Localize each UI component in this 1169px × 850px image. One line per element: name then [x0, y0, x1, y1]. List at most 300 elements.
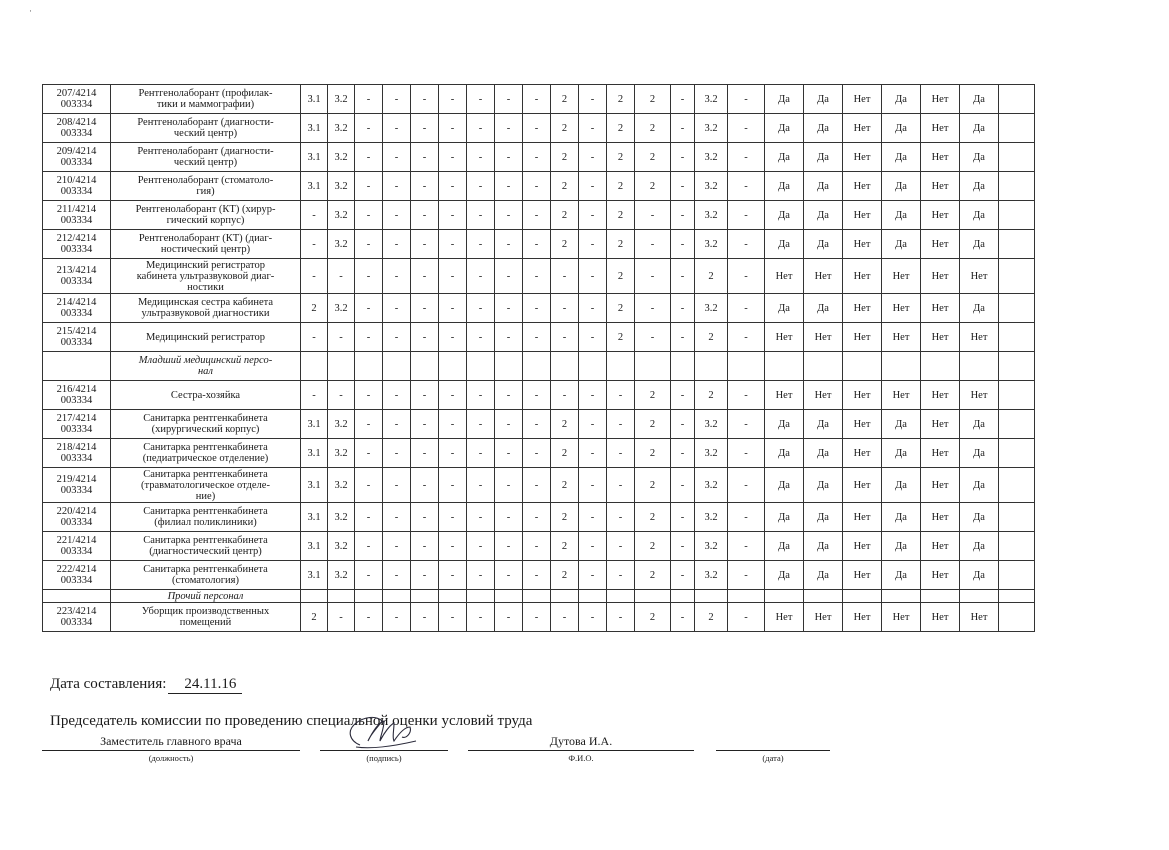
table-cell: Да — [765, 561, 804, 590]
table-cell: - — [607, 603, 635, 632]
workplace-code — [43, 172, 111, 201]
table-cell: Да — [765, 468, 804, 503]
table-cell: - — [355, 114, 383, 143]
table-cell: - — [579, 468, 607, 503]
table-cell: Да — [960, 561, 999, 590]
table-cell: - — [411, 503, 439, 532]
table-row — [43, 230, 1035, 259]
table-cell: Нет — [921, 114, 960, 143]
compilation-date-line — [50, 676, 242, 694]
table-cell: - — [467, 561, 495, 590]
table-cell: 3.1 — [301, 532, 328, 561]
table-cell: Нет — [843, 561, 882, 590]
position-name-line: ние) — [195, 490, 216, 502]
table-cell: - — [523, 410, 551, 439]
position-name — [111, 230, 301, 259]
table-row — [43, 323, 1035, 352]
table-cell: - — [728, 259, 765, 294]
empty-cell — [495, 590, 523, 603]
empty-cell — [999, 201, 1035, 230]
position-name-line: Рентгенолаборант (КТ) (диаг- — [138, 233, 273, 244]
table-cell: - — [728, 85, 765, 114]
table-cell: 3.2 — [328, 532, 355, 561]
table-cell: - — [523, 603, 551, 632]
empty-cell — [551, 352, 579, 381]
table-cell: Да — [960, 410, 999, 439]
table-cell: - — [355, 503, 383, 532]
table-cell: - — [607, 532, 635, 561]
position-name-line: Санитарка рентгенкабинета — [143, 442, 268, 453]
table-cell: Нет — [804, 381, 843, 410]
table-cell: - — [467, 201, 495, 230]
table-cell: Нет — [960, 603, 999, 632]
table-cell: - — [355, 381, 383, 410]
table-cell: 3.1 — [301, 143, 328, 172]
empty-cell — [999, 352, 1035, 381]
table-cell: Нет — [921, 323, 960, 352]
table-cell: - — [551, 259, 579, 294]
table-cell: - — [495, 532, 523, 561]
empty-cell — [804, 352, 843, 381]
table-cell: - — [728, 561, 765, 590]
commission-chair-title: Председатель комиссии по проведению специальной оценки условий труда — [50, 713, 533, 729]
workplace-code-line: 207/4214 — [56, 88, 97, 99]
table-cell: - — [579, 114, 607, 143]
table-cell: Да — [765, 114, 804, 143]
workplace-code-line: 003334 — [60, 244, 93, 255]
position-name-line: помещений — [179, 617, 232, 628]
position-name — [111, 439, 301, 468]
workplace-code-line: 003334 — [60, 395, 93, 406]
position-name — [111, 172, 301, 201]
table-cell: - — [579, 561, 607, 590]
table-cell: Нет — [921, 230, 960, 259]
position-name — [111, 381, 301, 410]
table-cell: 2 — [607, 114, 635, 143]
table-cell: - — [495, 259, 523, 294]
empty-cell — [671, 590, 695, 603]
table-cell: - — [383, 294, 411, 323]
table-cell: - — [439, 410, 467, 439]
table-cell: - — [355, 410, 383, 439]
empty-cell — [999, 410, 1035, 439]
table-cell: Нет — [960, 323, 999, 352]
table-cell: - — [383, 410, 411, 439]
empty-cell — [921, 352, 960, 381]
table-cell: 3.1 — [301, 410, 328, 439]
table-cell: Да — [804, 201, 843, 230]
workplace-code — [43, 230, 111, 259]
position-name — [111, 603, 301, 632]
table-cell: Нет — [843, 323, 882, 352]
table-cell: - — [439, 323, 467, 352]
table-cell: - — [728, 294, 765, 323]
table-cell: - — [439, 114, 467, 143]
empty-cell — [882, 590, 921, 603]
position-name — [111, 294, 301, 323]
workplace-code-line: 217/4214 — [56, 413, 97, 424]
position-name-line: (диагностический центр) — [149, 546, 262, 557]
table-cell: - — [467, 294, 495, 323]
position-name-line: (травматологическое отделе- — [141, 479, 270, 491]
table-cell: Нет — [882, 294, 921, 323]
table-cell: Нет — [921, 532, 960, 561]
table-cell: - — [551, 381, 579, 410]
table-cell: 3.2 — [328, 439, 355, 468]
table-cell: Да — [804, 532, 843, 561]
table-cell: Нет — [921, 259, 960, 294]
table-cell: Да — [765, 503, 804, 532]
workplace-code-line: 003334 — [60, 99, 93, 110]
table-cell: - — [728, 410, 765, 439]
empty-cell — [301, 590, 328, 603]
table-cell: Нет — [843, 603, 882, 632]
empty-cell — [551, 590, 579, 603]
table-cell: - — [355, 294, 383, 323]
table-cell: 3.2 — [328, 503, 355, 532]
table-cell: - — [523, 259, 551, 294]
table-cell: - — [467, 468, 495, 503]
table-cell: - — [439, 439, 467, 468]
table-cell: - — [523, 323, 551, 352]
empty-cell — [765, 590, 804, 603]
table-cell: - — [411, 114, 439, 143]
table-cell: - — [579, 381, 607, 410]
table-cell: Нет — [765, 259, 804, 294]
workplace-code — [43, 323, 111, 352]
table-cell: - — [467, 172, 495, 201]
table-cell: - — [411, 439, 439, 468]
table-cell: Нет — [921, 561, 960, 590]
table-cell: - — [523, 294, 551, 323]
table-cell: - — [495, 230, 523, 259]
empty-cell — [921, 590, 960, 603]
workplace-code-line: 003334 — [60, 485, 93, 496]
position-name-line: Санитарка рентгенкабинета — [143, 413, 268, 424]
table-cell: Нет — [882, 259, 921, 294]
position-name — [111, 143, 301, 172]
table-cell: - — [439, 294, 467, 323]
workplace-code — [43, 439, 111, 468]
table-cell: 2 — [551, 561, 579, 590]
table-cell: - — [355, 603, 383, 632]
table-cell: - — [671, 468, 695, 503]
table-cell: Нет — [843, 201, 882, 230]
table-cell: Да — [765, 143, 804, 172]
workplace-code-line: 003334 — [60, 453, 93, 464]
workplace-code-line: 210/4214 — [56, 175, 97, 186]
table-row — [43, 114, 1035, 143]
position-name-line: Санитарка рентгенкабинета — [143, 468, 268, 480]
table-cell: Да — [882, 532, 921, 561]
table-row — [43, 143, 1035, 172]
table-row — [43, 259, 1035, 294]
table-cell: Да — [960, 532, 999, 561]
workplace-code-line: 003334 — [60, 128, 93, 139]
table-cell: 2 — [635, 468, 671, 503]
table-cell: 3.2 — [695, 85, 728, 114]
workplace-code-line: 216/4214 — [56, 384, 97, 395]
table-cell: Нет — [921, 201, 960, 230]
table-row — [43, 503, 1035, 532]
position-field: Заместитель главного врача — [42, 733, 300, 751]
position-name-line: ностики — [187, 281, 224, 293]
table-cell: Нет — [843, 410, 882, 439]
position-name-line: Медицинская сестра кабинета — [137, 297, 274, 308]
workplace-code-line: 223/4214 — [56, 606, 97, 617]
table-cell: - — [439, 532, 467, 561]
empty-cell — [495, 352, 523, 381]
table-cell: - — [467, 439, 495, 468]
position-name-line: Санитарка рентгенкабинета — [143, 564, 268, 575]
position-name — [111, 503, 301, 532]
empty-cell — [523, 590, 551, 603]
table-cell: - — [728, 201, 765, 230]
workplace-code-line: 003334 — [60, 546, 93, 557]
empty-cell — [635, 590, 671, 603]
table-cell: - — [411, 143, 439, 172]
position-name — [111, 323, 301, 352]
table-cell: - — [579, 439, 607, 468]
table-cell: 3.1 — [301, 561, 328, 590]
table-cell: - — [607, 410, 635, 439]
table-cell: - — [728, 439, 765, 468]
table-cell: - — [383, 532, 411, 561]
table-cell: - — [671, 85, 695, 114]
table-cell: - — [383, 114, 411, 143]
table-cell: 2 — [551, 201, 579, 230]
table-cell: - — [355, 259, 383, 294]
table-cell: - — [439, 201, 467, 230]
table-cell: - — [607, 503, 635, 532]
empty-cell — [999, 439, 1035, 468]
table-cell: - — [439, 230, 467, 259]
table-row — [43, 603, 1035, 632]
table-cell: 3.2 — [328, 410, 355, 439]
table-cell: - — [495, 85, 523, 114]
table-cell: - — [523, 503, 551, 532]
table-cell: 2 — [607, 172, 635, 201]
table-cell: Да — [765, 439, 804, 468]
table-cell: 2 — [695, 323, 728, 352]
table-cell: - — [467, 532, 495, 561]
empty-cell — [960, 352, 999, 381]
table-cell: - — [523, 468, 551, 503]
table-cell: - — [671, 114, 695, 143]
table-row — [43, 201, 1035, 230]
table-cell: 2 — [635, 85, 671, 114]
workplace-code-line: 003334 — [60, 276, 93, 287]
table-cell: 3.2 — [328, 143, 355, 172]
table-cell: - — [495, 410, 523, 439]
table-cell: Нет — [843, 259, 882, 294]
workplace-code — [43, 294, 111, 323]
position-name-line: Рентгенолаборант (стоматоло- — [137, 175, 274, 186]
table-cell: 3.2 — [695, 294, 728, 323]
empty-cell — [999, 532, 1035, 561]
table-cell: - — [607, 381, 635, 410]
table-cell: 2 — [551, 532, 579, 561]
empty-cell — [999, 172, 1035, 201]
table-cell: - — [495, 503, 523, 532]
workplace-code-line: 003334 — [60, 308, 93, 319]
position-name — [111, 561, 301, 590]
workplace-code-line: 218/4214 — [56, 442, 97, 453]
table-cell: - — [671, 561, 695, 590]
empty-cell — [999, 381, 1035, 410]
table-cell: - — [671, 503, 695, 532]
workplace-code-line: 211/4214 — [56, 204, 97, 215]
table-cell: - — [439, 172, 467, 201]
position-name — [111, 410, 301, 439]
table-cell: 2 — [551, 172, 579, 201]
workplace-code — [43, 410, 111, 439]
table-cell: Нет — [843, 503, 882, 532]
empty-cell — [43, 590, 111, 603]
workplace-code-line: 003334 — [60, 424, 93, 435]
table-cell: Нет — [843, 381, 882, 410]
empty-cell — [999, 230, 1035, 259]
table-cell: Да — [882, 85, 921, 114]
table-cell: 2 — [635, 410, 671, 439]
table-cell: - — [671, 439, 695, 468]
table-cell: - — [383, 503, 411, 532]
table-cell: - — [467, 143, 495, 172]
table-cell: - — [607, 561, 635, 590]
table-cell: Да — [765, 201, 804, 230]
table-cell: - — [671, 532, 695, 561]
table-cell: Да — [882, 172, 921, 201]
table-cell: 2 — [635, 439, 671, 468]
table-cell: Да — [804, 439, 843, 468]
table-row — [43, 410, 1035, 439]
table-cell: 3.2 — [695, 230, 728, 259]
empty-cell — [635, 352, 671, 381]
position-name-line: Медицинский регистратор — [146, 259, 265, 271]
table-cell: - — [467, 259, 495, 294]
position-name-line: гия) — [196, 186, 215, 197]
table-cell: - — [728, 143, 765, 172]
workplace-code — [43, 532, 111, 561]
position-name — [111, 468, 301, 503]
table-cell: - — [328, 259, 355, 294]
section-label-line: нал — [197, 366, 214, 377]
table-cell: - — [383, 230, 411, 259]
table-cell: Да — [960, 85, 999, 114]
table-cell: 3.2 — [328, 201, 355, 230]
table-cell: Да — [960, 143, 999, 172]
table-cell: Нет — [843, 439, 882, 468]
table-cell: - — [411, 561, 439, 590]
table-cell: - — [523, 143, 551, 172]
table-cell: - — [579, 410, 607, 439]
table-cell: - — [383, 381, 411, 410]
section-row — [43, 352, 1035, 381]
table-cell: 3.2 — [328, 230, 355, 259]
table-cell: Нет — [921, 468, 960, 503]
table-cell: - — [728, 114, 765, 143]
table-cell: - — [355, 143, 383, 172]
table-cell: - — [523, 381, 551, 410]
table-cell: Нет — [921, 503, 960, 532]
position-name-line: Уборщик производственных — [141, 606, 270, 617]
workplace-code-line: 209/4214 — [56, 146, 97, 157]
date-label: Дата составления: — [50, 676, 167, 692]
table-row — [43, 172, 1035, 201]
table-cell: - — [728, 532, 765, 561]
table-cell: Да — [882, 410, 921, 439]
table-cell: - — [495, 439, 523, 468]
position-name-line: гический корпус) — [166, 215, 245, 226]
workplace-code-line: 003334 — [60, 517, 93, 528]
table-cell: Нет — [843, 114, 882, 143]
table-cell: 3.2 — [695, 143, 728, 172]
table-cell: - — [355, 85, 383, 114]
empty-cell — [579, 352, 607, 381]
signature-caption: (подпись) — [366, 753, 402, 763]
position-name-line: Санитарка рентгенкабинета — [143, 506, 268, 517]
table-cell: Да — [804, 561, 843, 590]
table-cell: 2 — [551, 114, 579, 143]
table-cell: - — [355, 468, 383, 503]
table-cell: Да — [882, 561, 921, 590]
position-caption: (должность) — [148, 753, 194, 763]
table-cell: - — [355, 561, 383, 590]
table-cell: - — [439, 503, 467, 532]
position-name — [111, 85, 301, 114]
table-cell: 3.2 — [695, 410, 728, 439]
table-cell: - — [495, 561, 523, 590]
table-cell: 2 — [551, 230, 579, 259]
table-cell: - — [607, 439, 635, 468]
date-sign-caption: (дата) — [762, 753, 784, 763]
position-name-line: ностический центр) — [160, 244, 251, 255]
workplace-code — [43, 468, 111, 503]
position-name-line: Рентгенолаборант (диагности- — [137, 146, 274, 157]
table-cell: - — [411, 381, 439, 410]
table-cell: - — [467, 323, 495, 352]
table-cell: Нет — [843, 143, 882, 172]
table-cell: - — [495, 381, 523, 410]
table-cell: Нет — [960, 259, 999, 294]
table-cell: - — [328, 381, 355, 410]
table-cell: 2 — [301, 294, 328, 323]
table-cell: Да — [882, 503, 921, 532]
workplace-code-line: 003334 — [60, 617, 93, 628]
table-cell: - — [728, 230, 765, 259]
table-cell: 3.2 — [328, 561, 355, 590]
table-cell: 2 — [695, 259, 728, 294]
table-cell: - — [579, 323, 607, 352]
table-cell: Нет — [921, 143, 960, 172]
empty-cell — [843, 352, 882, 381]
workplace-code — [43, 143, 111, 172]
table-cell: - — [495, 294, 523, 323]
table-cell: Да — [882, 439, 921, 468]
table-cell: Да — [804, 85, 843, 114]
empty-cell — [804, 590, 843, 603]
workplace-code-line: 220/4214 — [56, 506, 97, 517]
position-name-line: Санитарка рентгенкабинета — [143, 535, 268, 546]
empty-cell — [579, 590, 607, 603]
table-cell: 2 — [607, 201, 635, 230]
table-cell: - — [439, 381, 467, 410]
workplace-code — [43, 114, 111, 143]
date-sign-field — [716, 733, 830, 751]
table-cell: - — [671, 201, 695, 230]
table-cell: Да — [765, 230, 804, 259]
table-cell: Нет — [921, 294, 960, 323]
